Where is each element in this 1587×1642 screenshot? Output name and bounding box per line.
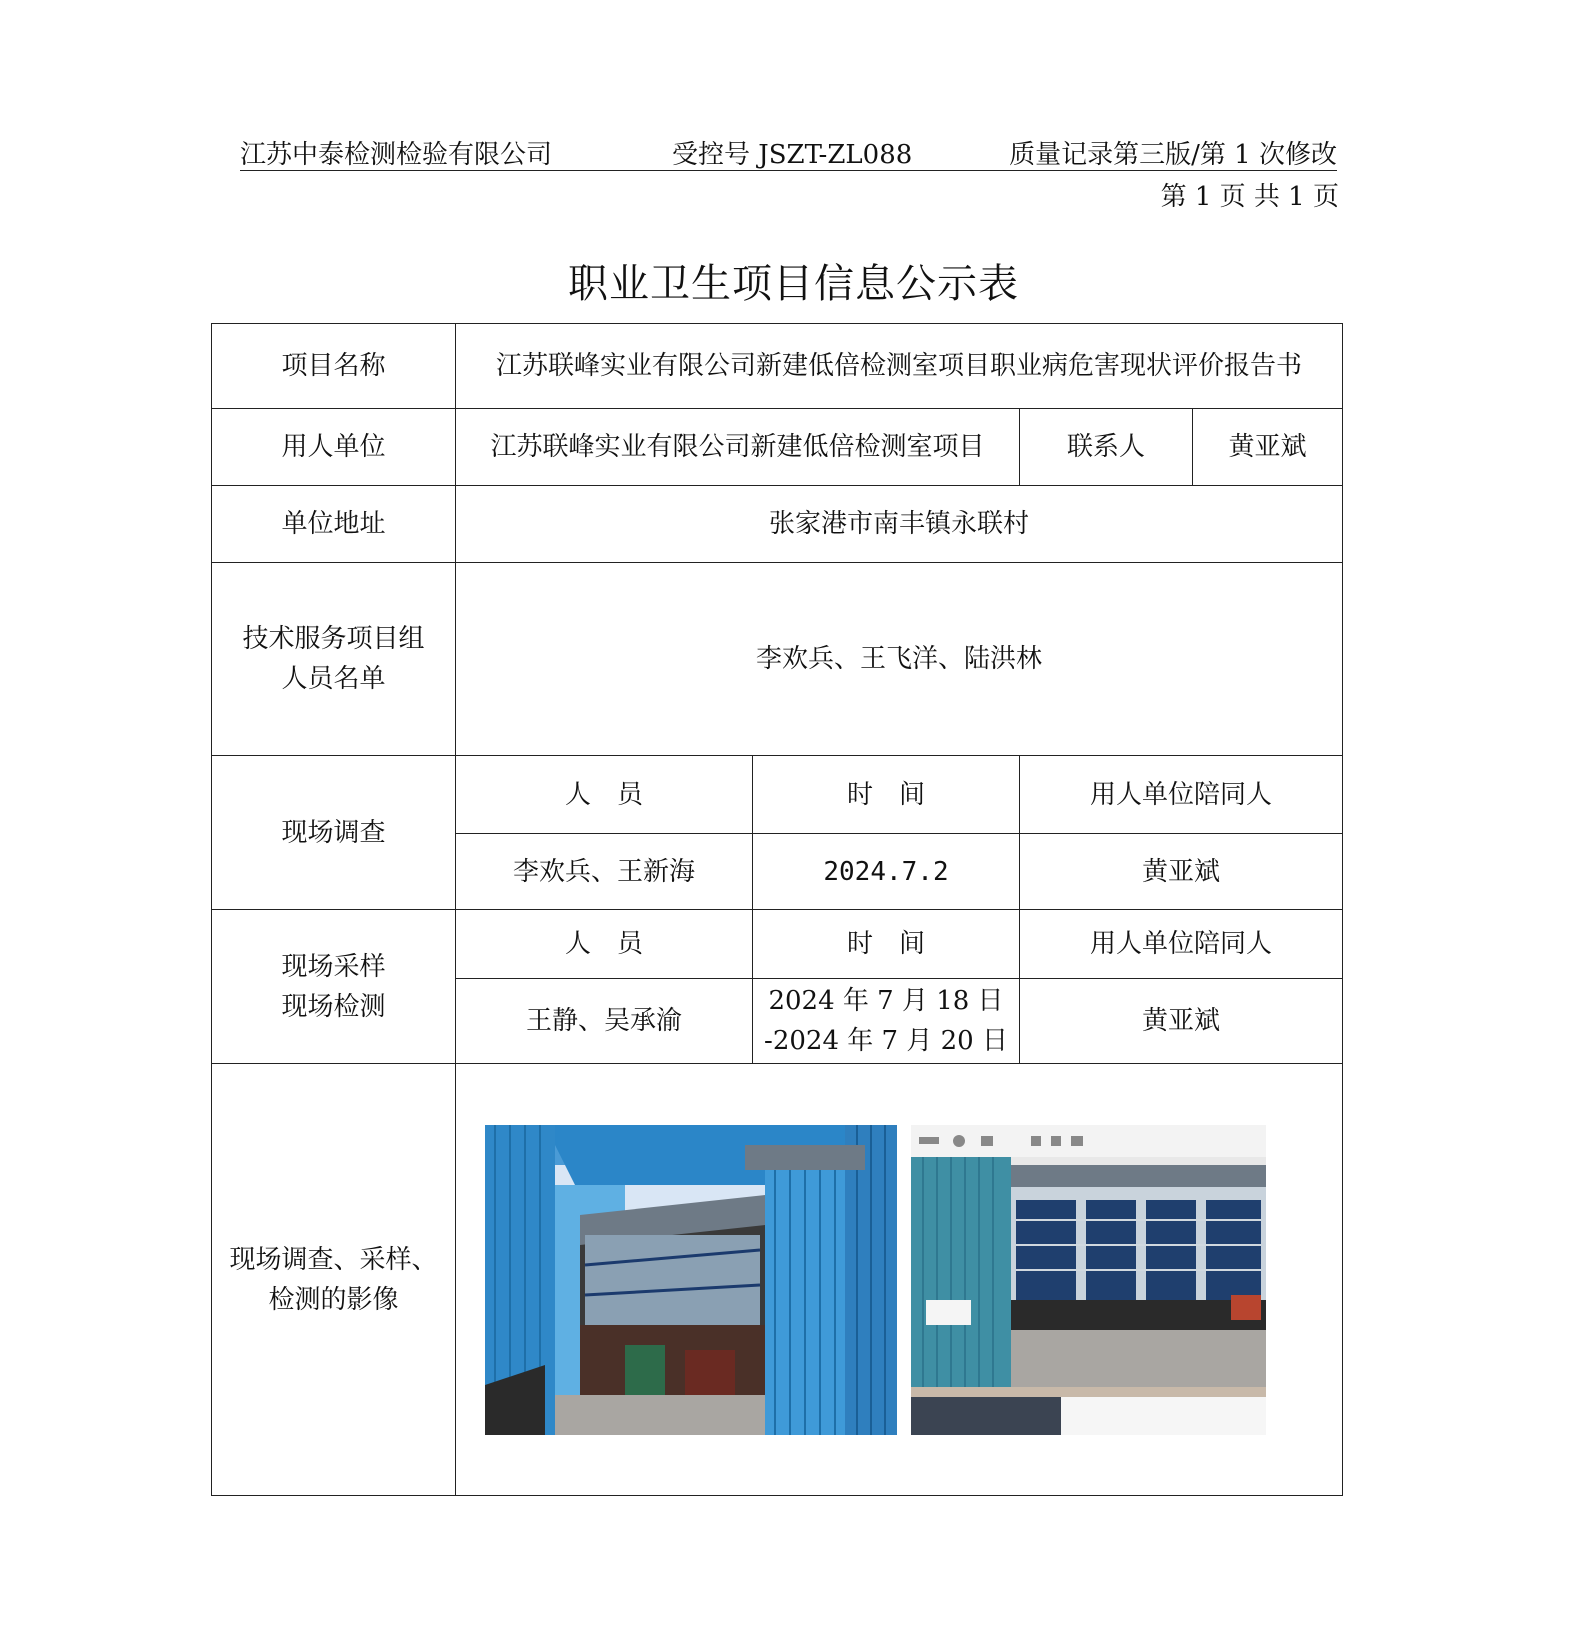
table-row: [212, 563, 1343, 756]
page-number: 第 1 页 共 1 页: [1160, 182, 1339, 212]
page-title: 职业卫生项目信息公示表: [568, 261, 1019, 307]
sampling-time-line1: 2024 年 7 月 18 日: [768, 986, 1004, 1016]
employer-label: 用人单位: [212, 409, 456, 486]
sampling-escort: 黄亚斌: [1020, 979, 1343, 1064]
table-row: [212, 486, 1343, 563]
sampling-col-time: 时 间: [753, 910, 1020, 979]
team-value: 李欢兵、王飞洋、陆洪林: [456, 563, 1343, 756]
table-row: [212, 409, 1343, 486]
sampling-col-escort: 用人单位陪同人: [1020, 910, 1343, 979]
document-header: [240, 130, 1337, 171]
images-cell: [456, 1064, 1343, 1496]
survey-col-time: 时 间: [753, 756, 1020, 834]
contact-value: 黄亚斌: [1193, 409, 1343, 486]
company-name: 江苏中泰检测检验有限公司: [240, 140, 553, 170]
contact-label: 联系人: [1020, 409, 1193, 486]
sampling-label: [212, 910, 456, 1064]
sampling-personnel: 王静、吴承渝: [456, 979, 753, 1064]
survey-personnel: 李欢兵、王新海: [456, 834, 753, 910]
sampling-time-line2: -2024 年 7 月 20 日: [764, 1026, 1008, 1056]
table-row: [212, 324, 1343, 409]
control-number: 受控号 JSZT-ZL088: [672, 140, 913, 170]
survey-label: 现场调查: [212, 756, 456, 910]
team-label: 技术服务项目组人员名单: [212, 563, 456, 756]
address-value: 张家港市南丰镇永联村: [456, 486, 1343, 563]
site-photo-interior: [911, 1125, 1266, 1435]
table-row: [212, 1064, 1343, 1496]
employer-value: 江苏联峰实业有限公司新建低倍检测室项目: [456, 409, 1020, 486]
sampling-label-line1: 现场采样: [281, 951, 386, 982]
survey-col-escort: 用人单位陪同人: [1020, 756, 1343, 834]
survey-col-personnel: 人 员: [456, 756, 753, 834]
info-table: [211, 323, 1343, 1496]
project-name-value: 江苏联峰实业有限公司新建低倍检测室项目职业病危害现状评价报告书: [456, 324, 1343, 409]
survey-time: 2024.7.2: [753, 834, 1020, 910]
images-label: 现场调查、采样、检测的影像: [212, 1064, 456, 1496]
survey-escort: 黄亚斌: [1020, 834, 1343, 910]
table-row: [212, 756, 1343, 834]
table-row: [212, 910, 1343, 979]
address-label: 单位地址: [212, 486, 456, 563]
sampling-col-personnel: 人 员: [456, 910, 753, 979]
sampling-time: [753, 979, 1020, 1064]
project-name-label: 项目名称: [212, 324, 456, 409]
sampling-label-line2: 现场检测: [281, 991, 386, 1022]
quality-record: 质量记录第三版/第 1 次修改: [1009, 140, 1337, 170]
site-photo-entrance: [485, 1125, 897, 1435]
